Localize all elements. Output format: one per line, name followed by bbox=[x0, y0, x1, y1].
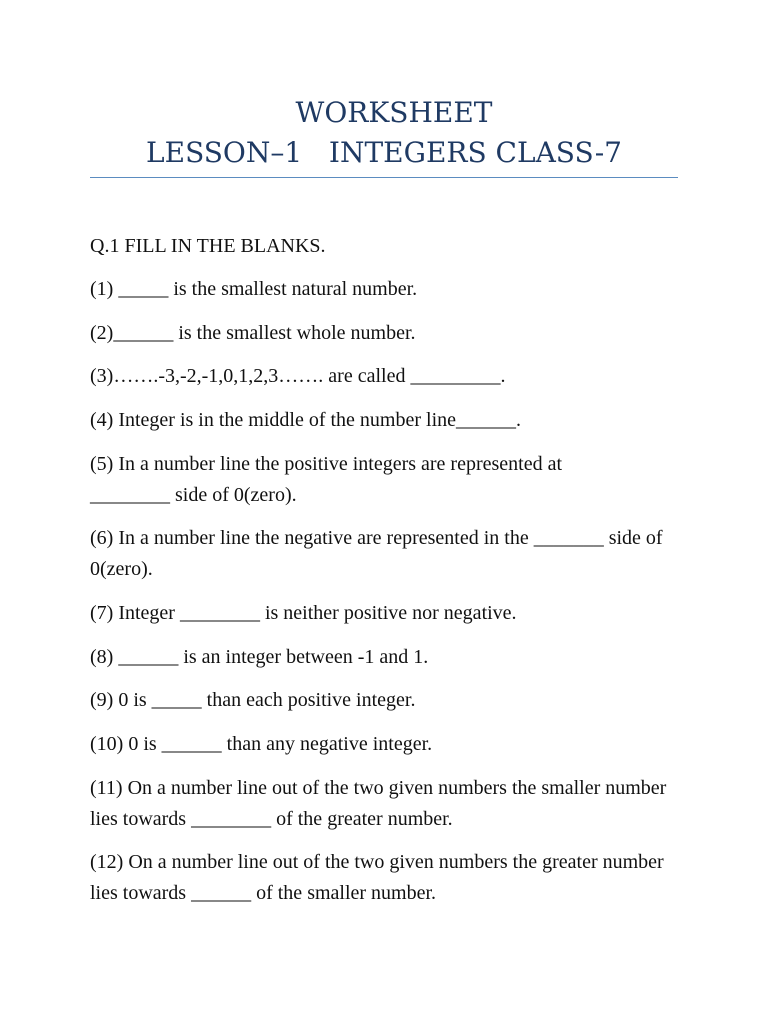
lesson-title: LESSON–1 INTEGERS CLASS-7 bbox=[146, 136, 622, 169]
question-3: (3)…….-3,-2,-1,0,1,2,3……. are called _________. bbox=[90, 365, 506, 387]
title-divider bbox=[90, 177, 678, 178]
question-2: (2)______ is the smallest whole number. bbox=[90, 322, 416, 344]
question-4: (4) Integer is in the middle of the number line______. bbox=[90, 409, 522, 431]
section-heading: Q.1 FILL IN THE BLANKS. bbox=[90, 235, 326, 257]
question-5: (5) In a number line the positive integers are represented at ________ side of 0(zero). bbox=[90, 453, 568, 506]
question-9: (9) 0 is _____ than each positive integer. bbox=[90, 689, 416, 711]
question-6: (6) In a number line the negative are represented in the _______ side of 0(zero). bbox=[90, 527, 668, 580]
question-10: (10) 0 is ______ than any negative integer. bbox=[90, 733, 433, 755]
question-8: (8) ______ is an integer between -1 and 1. bbox=[90, 646, 429, 668]
question-12: (12) On a number line out of the two given numbers the greater number lies towards ______ of the smaller number. bbox=[90, 851, 669, 904]
question-7: (7) Integer ________ is neither positive nor negative. bbox=[90, 602, 517, 624]
question-11: (11) On a number line out of the two given numbers the smaller number lies towards ________ of the greater number. bbox=[90, 777, 672, 830]
worksheet-title: WORKSHEET bbox=[295, 96, 493, 129]
question-1: (1) _____ is the smallest natural number. bbox=[90, 278, 418, 300]
